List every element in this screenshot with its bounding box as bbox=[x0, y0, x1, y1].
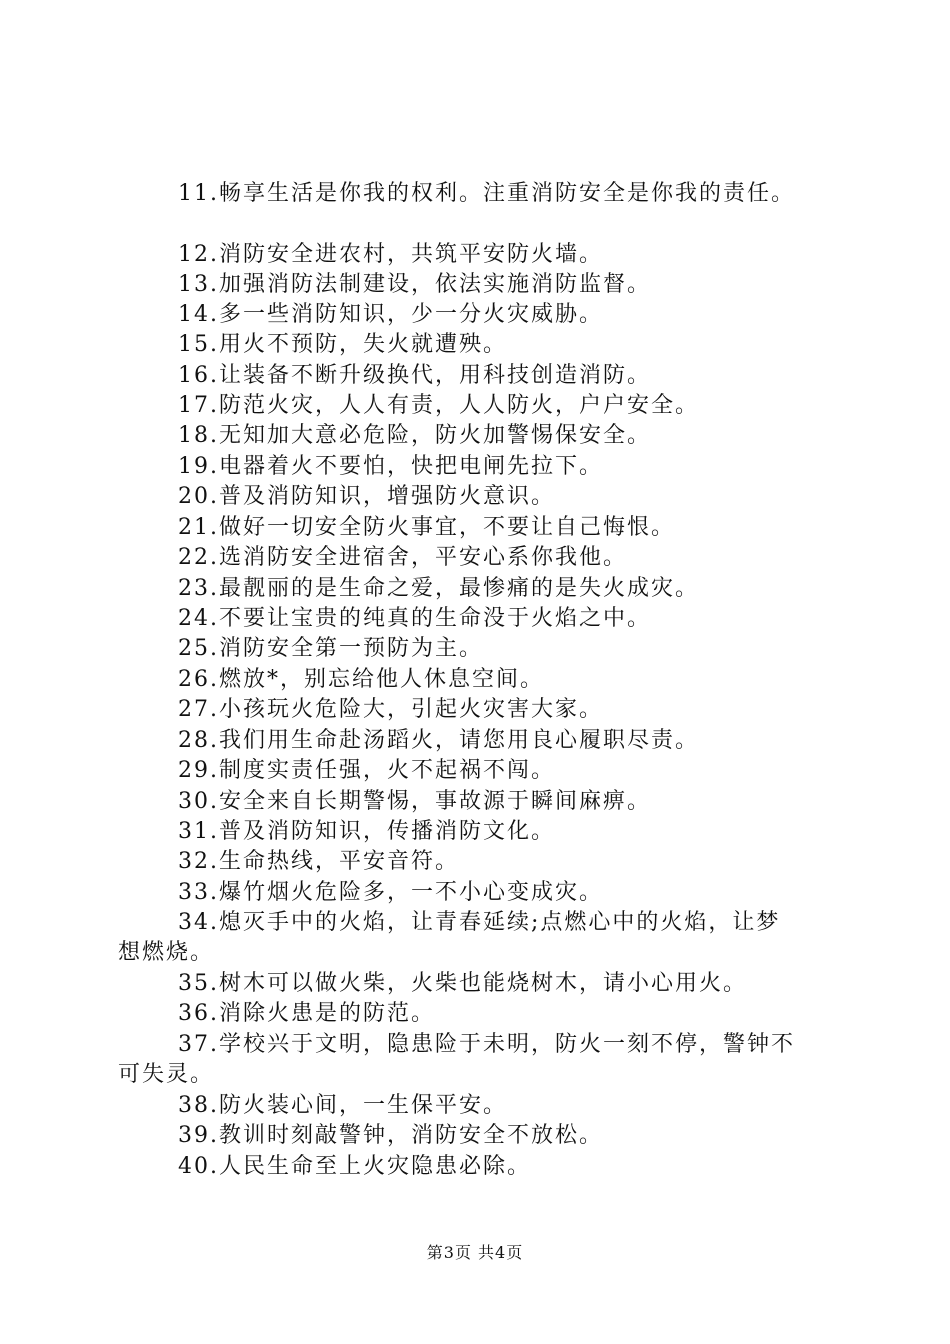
list-item: 31.普及消防知识，传播消防文化。 bbox=[178, 819, 555, 844]
list-item: 23.最靓丽的是生命之爱，最惨痛的是失火成灾。 bbox=[178, 576, 699, 601]
list-item: 38.防火装心间，一生保平安。 bbox=[178, 1093, 507, 1118]
list-item: 11.畅享生活是你我的权利。注重消防安全是你我的责任。 bbox=[178, 181, 795, 206]
list-item: 15.用火不预防，失火就遭殃。 bbox=[178, 332, 507, 357]
list-item: 30.安全来自长期警惕，事故源于瞬间麻痹。 bbox=[178, 789, 651, 814]
list-item: 22.选消防安全进宿舍，平安心系你我他。 bbox=[178, 545, 627, 570]
list-item: 21.做好一切安全防火事宜，不要让自己悔恨。 bbox=[178, 515, 675, 540]
list-item: 12.消防安全进农村，共筑平安防火墙。 bbox=[178, 242, 603, 267]
list-item-continuation: 可失灵。 bbox=[118, 1062, 215, 1087]
list-item-continuation: 想燃烧。 bbox=[118, 940, 215, 965]
page-footer: 第3页 共4页 bbox=[426, 1243, 524, 1262]
list-item: 18.无知加大意必危险，防火加警惕保安全。 bbox=[178, 423, 651, 448]
list-item: 19.电器着火不要怕，快把电闸先拉下。 bbox=[178, 454, 603, 479]
list-item: 39.教训时刻敲警钟，消防安全不放松。 bbox=[178, 1123, 603, 1148]
list-item bbox=[118, 1030, 838, 1090]
list-item: 33.爆竹烟火危险多，一不小心变成灾。 bbox=[178, 880, 603, 905]
list-item: 24.不要让宝贵的纯真的生命没于火焰之中。 bbox=[178, 606, 651, 631]
list-item: 17.防范火灾，人人有责，人人防火，户户安全。 bbox=[178, 393, 699, 418]
list-item: 20.普及消防知识，增强防火意识。 bbox=[178, 484, 555, 509]
list-item: 29.制度实责任强，火不起祸不闯。 bbox=[178, 758, 555, 783]
list-item: 28.我们用生命赴汤蹈火，请您用良心履职尽责。 bbox=[178, 728, 699, 753]
list-item: 32.生命热线，平安音符。 bbox=[178, 849, 459, 874]
list-item: 26.燃放*，别忘给他人休息空间。 bbox=[178, 667, 544, 692]
list-item: 40.人民生命至上火灾隐患必除。 bbox=[178, 1154, 531, 1179]
list-item bbox=[118, 908, 838, 968]
list-item: 13.加强消防法制建设，依法实施消防监督。 bbox=[178, 272, 651, 297]
list-item: 25.消防安全第一预防为主。 bbox=[178, 636, 483, 661]
list-item: 14.多一些消防知识，少一分火灾威胁。 bbox=[178, 302, 603, 327]
list-item-line: 37.学校兴于文明，隐患险于未明，防火一刻不停，警钟不 bbox=[178, 1032, 795, 1057]
list-item: 36.消除火患是的防范。 bbox=[178, 1001, 435, 1026]
list-item: 16.让装备不断升级换代，用科技创造消防。 bbox=[178, 363, 651, 388]
list-item: 35.树木可以做火柴，火柴也能烧树木，请小心用火。 bbox=[178, 971, 747, 996]
list-item: 27.小孩玩火危险大，引起火灾害大家。 bbox=[178, 697, 603, 722]
list-item-line: 34.熄灭手中的火焰，让青春延续;点燃心中的火焰，让梦 bbox=[178, 910, 781, 935]
